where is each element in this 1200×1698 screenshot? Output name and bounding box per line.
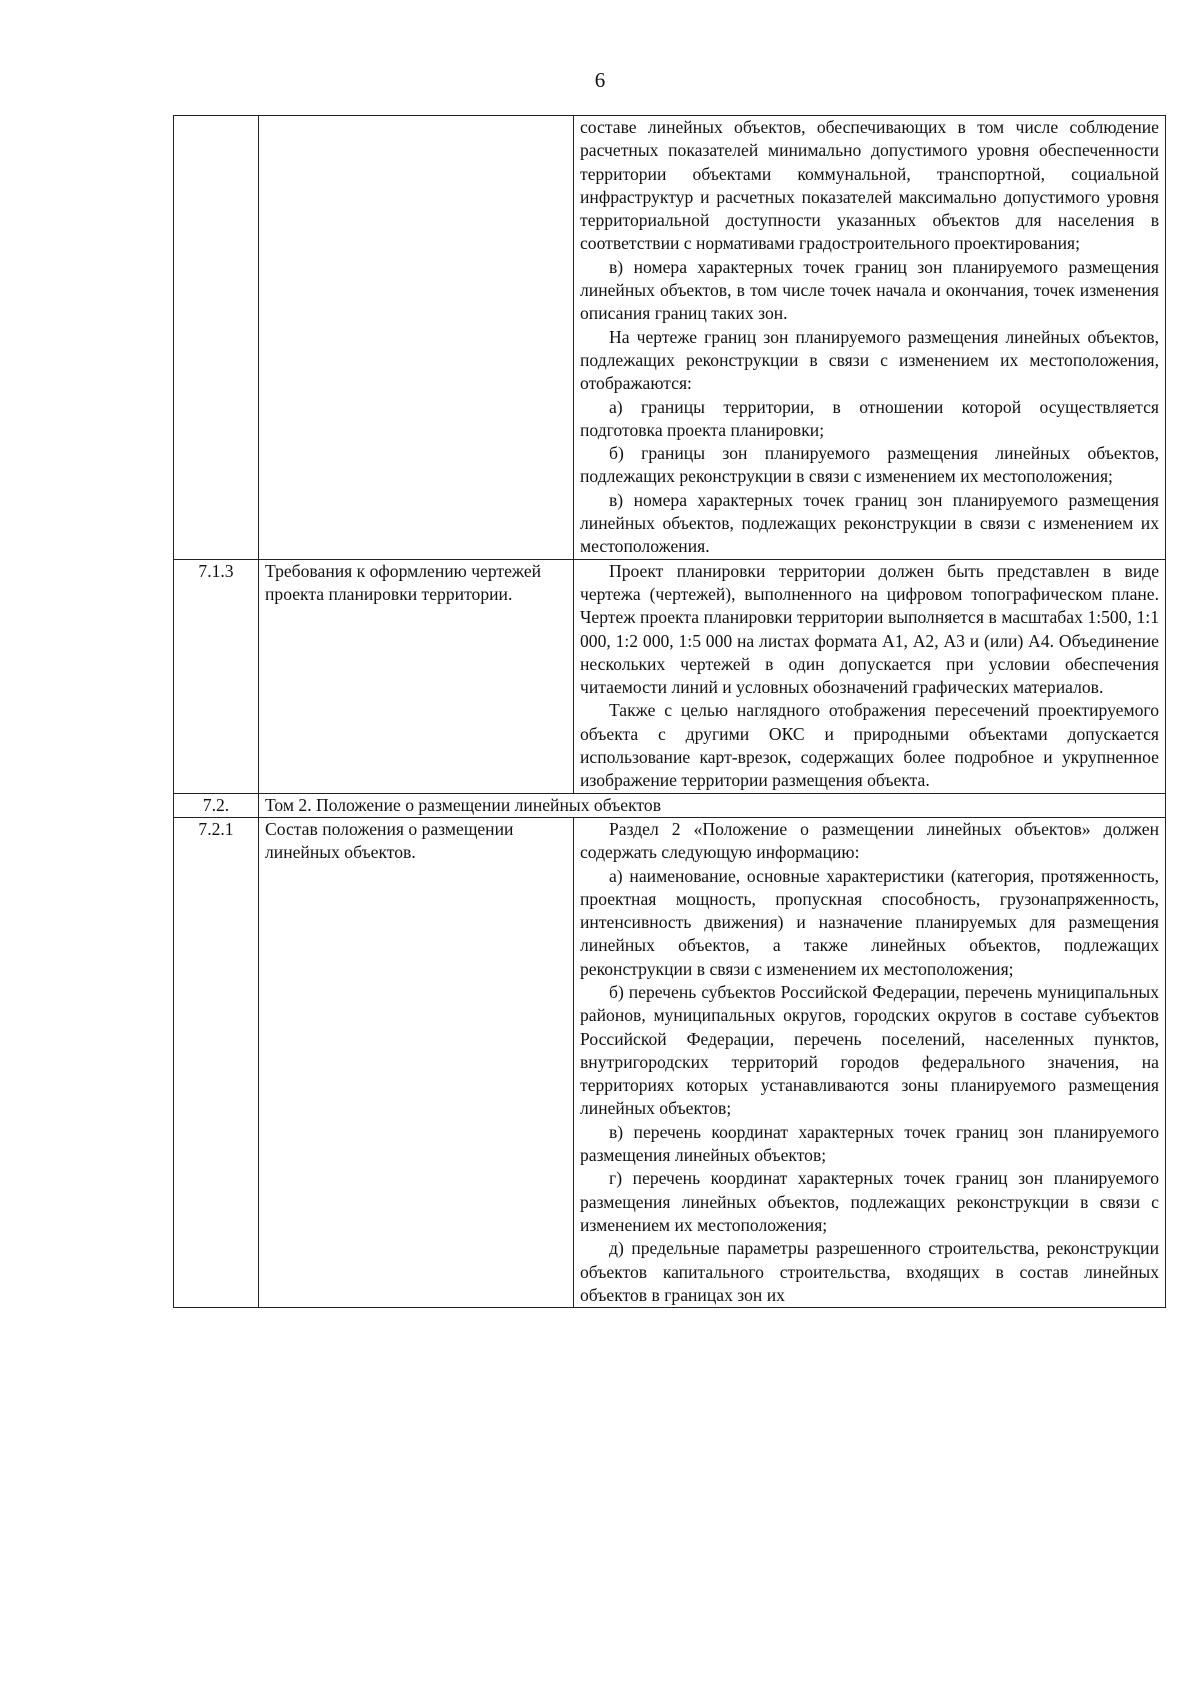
- row-number: 7.2.: [174, 793, 259, 817]
- row-number: 7.2.1: [174, 817, 259, 1307]
- section-title: Том 2. Положение о размещении линейных объектов: [259, 793, 1166, 817]
- paragraph: г) перечень координат характерных точек границ зон планируемого размещения линейных объектов, подлежащих реконструкции в связи с изменением их местоположения;: [580, 1168, 1159, 1235]
- table-row: [174, 559, 1166, 793]
- table-row: [174, 793, 1166, 817]
- paragraph: в) номера характерных точек границ зон планируемого размещения линейных объектов, подлежащих реконструкции в связи с изменением их местоположения.: [580, 489, 1159, 557]
- table-row: [174, 817, 1166, 1307]
- paragraph: в) перечень координат характерных точек границ зон планируемого размещения линейных объектов;: [580, 1121, 1159, 1166]
- paragraph: Раздел 2 «Положение о размещении линейных объектов» должен содержать следующую информацию:: [580, 818, 1159, 863]
- paragraph: в) номера характерных точек границ зон планируемого размещения линейных объектов, в том числе точек начала и окончания, точек изменения описания границ таких зон.: [580, 256, 1159, 324]
- row-content: [574, 817, 1166, 1307]
- paragraph: б) границы зон планируемого размещения линейных объектов, подлежащих реконструкции в связи с изменением их местоположения;: [580, 443, 1159, 487]
- paragraph: Также с целью наглядного отображения пересечений проектируемого объекта с другими ОКС и природными объектами допускается использование карт-врезок, содержащих более подробное и укрупненное изображение территории размещения объекта.: [580, 700, 1159, 791]
- paragraph: д) предельные параметры разрешенного строительства, реконструкции объектов капитального строительства, входящих в состав линейных объектов в границах зон их: [580, 1238, 1159, 1305]
- row-content: [574, 116, 1166, 560]
- page-number: 6: [594, 68, 606, 92]
- paragraph: На чертеже границ зон планируемого размещения линейных объектов, подлежащих реконструкции в связи с изменением их местоположения, отображаются:: [580, 326, 1159, 394]
- paragraph: составе линейных объектов, обеспечивающих в том числе соблюдение расчетных показателей минимально допустимого уровня обеспеченности территории объектами коммунальной, транспортной, социальной инфраструктур и расчетных показателей максимально допустимого уровня территориальной доступности указанных объектов для населения в соответствии с нормативами градостроительного проектирования;: [580, 117, 1159, 254]
- row-name: Требования к оформлению чертежей проекта планировки территории.: [259, 559, 574, 793]
- paragraph: Проект планировки территории должен быть представлен в виде чертежа (чертежей), выполненного на цифровом топографическом плане. Чертеж проекта планировки территории выполняется в масштабах 1:500, 1:1 000, 1:2 000, 1:5 000 на листах формата А1, А2, А3 и (или) А4. Объединение нескольких чертежей в один допускается при условии обеспечения читаемости линий и условных обозначений графических материалов.: [580, 560, 1159, 698]
- paragraph: а) границы территории, в отношении которой осуществляется подготовка проекта планировки;: [580, 396, 1159, 440]
- table-row: [174, 116, 1166, 560]
- row-name: [259, 116, 574, 560]
- row-content: [574, 559, 1166, 793]
- row-number: 7.1.3: [174, 559, 259, 793]
- requirements-table: [173, 115, 1166, 1308]
- row-name: Состав положения о размещении линейных объектов.: [259, 817, 574, 1307]
- paragraph: а) наименование, основные характеристики (категория, протяженность, проектная мощность, пропускная способность, грузонапряженность, интенсивность движения) и назначение планируемых для размещения линейных объектов, а также линейных объектов, подлежащих реконструкции в связи с изменением их местоположения;: [580, 865, 1159, 979]
- paragraph: б) перечень субъектов Российской Федерации, перечень муниципальных районов, муниципальных округов, городских округов в составе субъектов Российской Федерации, перечень поселений, населенных пунктов, внутригородских территорий городов федерального значения, на территориях которых устанавливаются зоны планируемого размещения линейных объектов;: [580, 981, 1159, 1119]
- row-number: [174, 116, 259, 560]
